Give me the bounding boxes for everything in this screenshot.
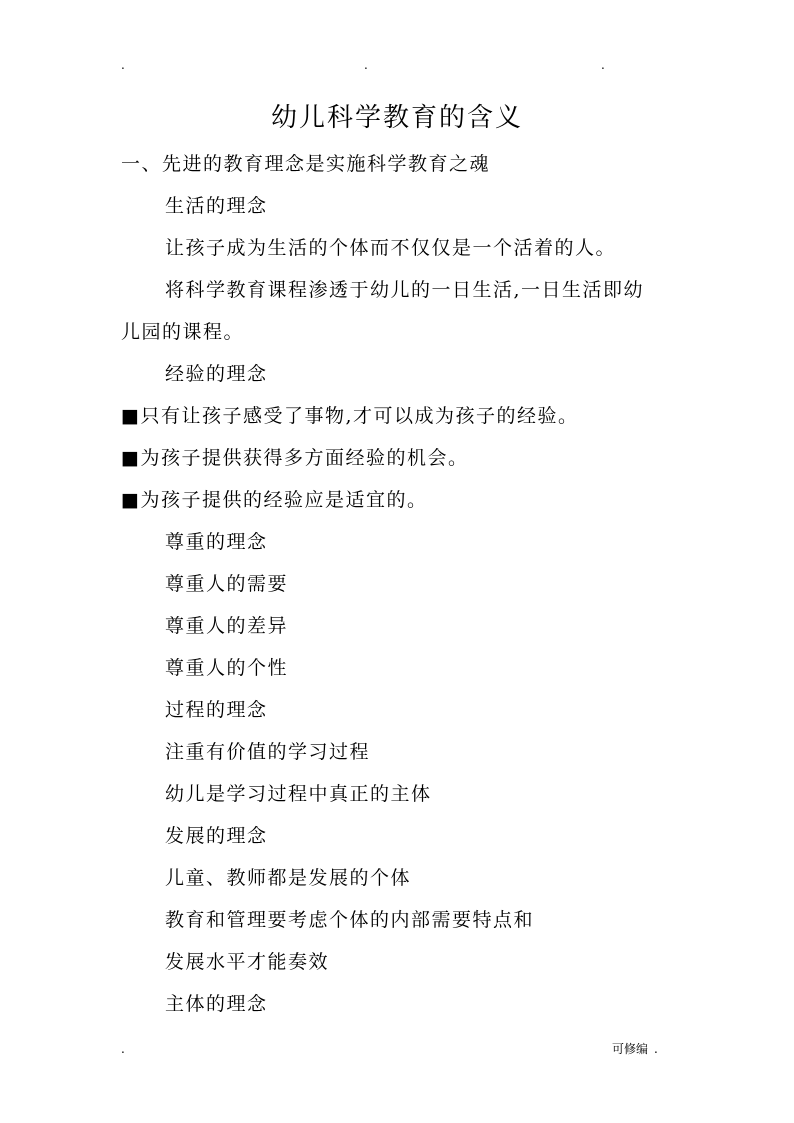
paragraph-line: 尊重人的差异 [165,615,289,637]
paragraph-line: 尊重的理念 [165,531,268,553]
paragraph-line: 尊重人的个性 [165,657,289,679]
header-mark-left: . [121,58,125,72]
paragraph-line: 教育和管理要考虑个体的内部需要特点和 [165,909,535,931]
paragraph-line: 生活的理念 [165,195,268,217]
paragraph-line: 发展的理念 [165,825,268,847]
document-body [121,143,681,1025]
paragraph-line: 儿童、教师都是发展的个体 [165,867,412,889]
paragraph-line: 一、先进的教育理念是实施科学教育之魂 [121,153,491,175]
paragraph-line: ■为孩子提供的经验应是适宜的。 [121,489,428,511]
paragraph-line: 让孩子成为生活的个体而不仅仅是一个活着的人。 [165,237,617,259]
paragraph-line: 注重有价值的学习过程 [165,741,371,763]
paragraph-line: 儿园的课程。 [121,321,245,343]
footer-mark-left: . [121,1042,125,1056]
paragraph-line: 将科学教育课程渗透于幼儿的一日生活,一日生活即幼 [165,279,645,301]
paragraph-line: ■只有让孩子感受了事物,才可以成为孩子的经验。 [121,405,579,427]
paragraph-line: 主体的理念 [165,993,268,1015]
paragraph-line: ■为孩子提供获得多方面经验的机会。 [121,447,469,469]
header-mark-center: . [364,58,368,72]
paragraph-line: 尊重人的需要 [165,573,289,595]
footer-editable-label: 可修编 [612,1042,649,1056]
paragraph-line: 幼儿是学习过程中真正的主体 [165,783,432,805]
footer-mark-right: . [654,1042,658,1056]
paragraph-line: 发展水平才能奏效 [165,951,330,973]
document-title: 幼儿科学教育的含义 [270,103,523,133]
header-mark-right: . [601,58,605,72]
paragraph-line: 经验的理念 [165,363,268,385]
paragraph-line: 过程的理念 [165,699,268,721]
